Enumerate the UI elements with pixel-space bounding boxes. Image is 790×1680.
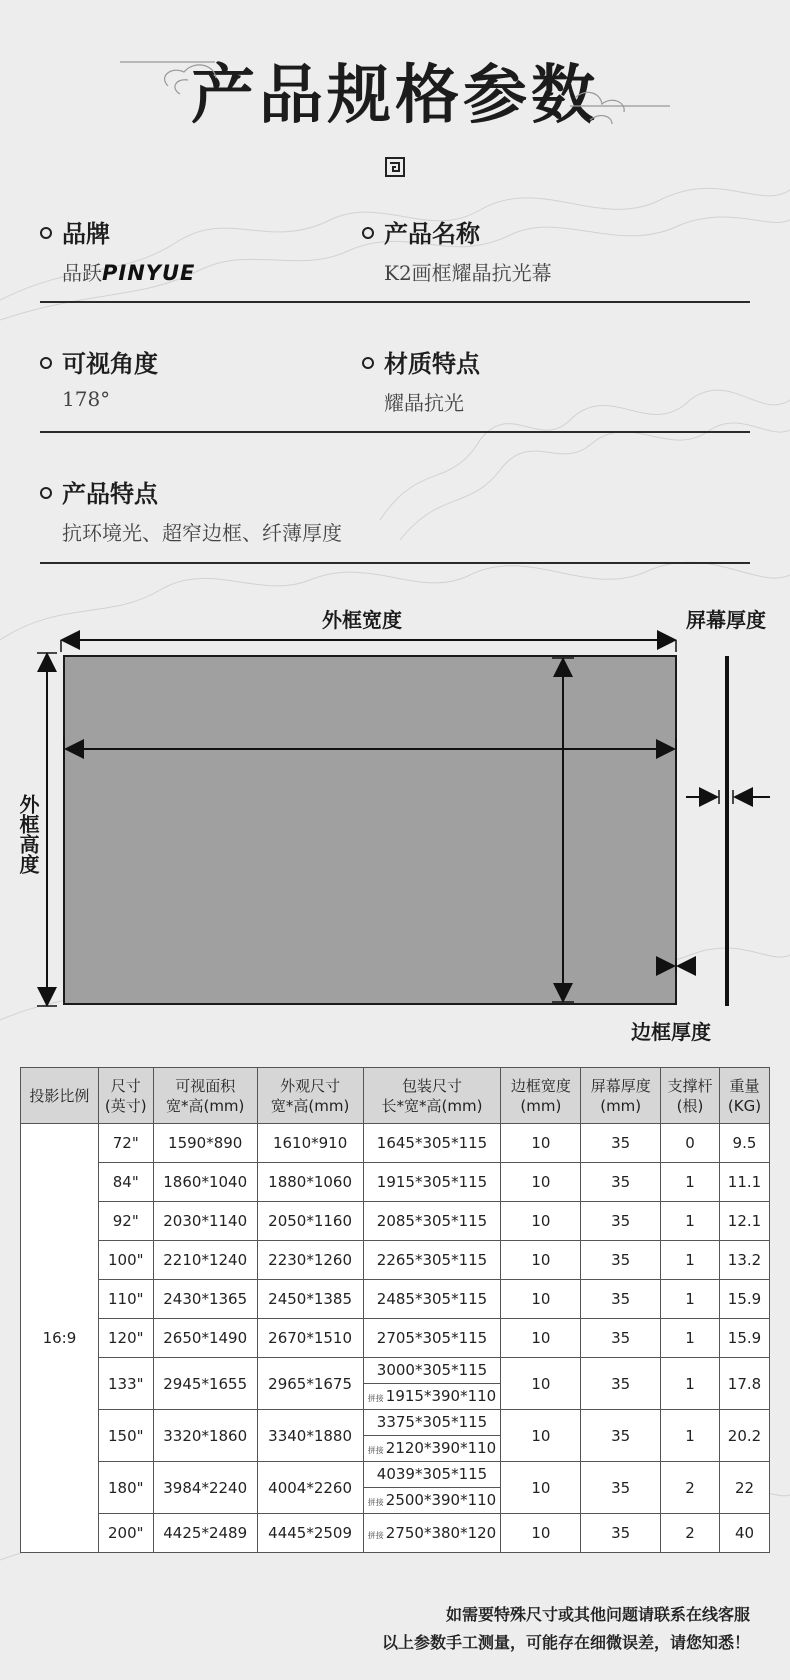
pack-value: 2485*305*115: [376, 1290, 488, 1308]
table-row: [21, 1202, 770, 1241]
table-row: [21, 1514, 770, 1553]
cell-screen-thickness: 35: [581, 1410, 661, 1462]
cell-pack-size: [363, 1358, 501, 1410]
pack-value: 2120*390*110: [385, 1439, 497, 1457]
cell-outer-size: 4004*2260: [257, 1462, 363, 1514]
cell-screen-thickness: 35: [581, 1319, 661, 1358]
table-row: [21, 1462, 770, 1514]
cell-outer-size: 2670*1510: [257, 1319, 363, 1358]
cell-pack-size: [363, 1462, 501, 1514]
cell-weight: 40: [719, 1514, 769, 1553]
cell-ratio: 16:9: [21, 1124, 99, 1553]
cell-pack-size: [363, 1163, 501, 1202]
cell-view-area: 1860*1040: [153, 1163, 257, 1202]
cell-outer-size: 1610*910: [257, 1124, 363, 1163]
cell-weight: 22: [719, 1462, 769, 1514]
footnote-disclaimer: 以上参数手工测量，可能存在细微误差，请您知悉！: [381, 1633, 750, 1652]
col-header-outer-size: 外观尺寸 宽*高(mm): [257, 1068, 363, 1124]
col-header-pack-size: 包装尺寸 长*宽*高(mm): [363, 1068, 501, 1124]
cell-rods: 1: [661, 1280, 720, 1319]
cell-screen-thickness: 35: [581, 1358, 661, 1410]
divider: [40, 562, 750, 564]
spec-value-brand: 品跃PINYUE: [62, 261, 196, 285]
cell-view-area: 2650*1490: [153, 1319, 257, 1358]
cell-size: 100": [98, 1241, 153, 1280]
cell-outer-size: 1880*1060: [257, 1163, 363, 1202]
cell-size: 150": [98, 1410, 153, 1462]
cell-rods: 2: [661, 1462, 720, 1514]
cell-pack-size: [363, 1319, 501, 1358]
cell-outer-size: 2230*1260: [257, 1241, 363, 1280]
col-header-weight: 重量 (KG): [719, 1068, 769, 1124]
cell-weight: 11.1: [719, 1163, 769, 1202]
cell-size: 92": [98, 1202, 153, 1241]
cell-outer-size: 2965*1675: [257, 1358, 363, 1410]
spec-value-features: 抗环境光、超窄边框、纤薄厚度: [62, 521, 342, 545]
cell-size: 84": [98, 1163, 153, 1202]
cell-outer-size: 2450*1385: [257, 1280, 363, 1319]
cell-frame-width: 10: [501, 1514, 581, 1553]
cell-view-area: 2430*1365: [153, 1280, 257, 1319]
table-row: [21, 1280, 770, 1319]
col-header-rods: 支撑杆 (根): [661, 1068, 720, 1124]
title-cloud-decoration: [0, 0, 790, 150]
pack-value: 4039*305*115: [376, 1465, 488, 1483]
label-outer-height: 外框高度: [16, 794, 40, 874]
screen-side-profile: [725, 656, 729, 1006]
cell-screen-thickness: 35: [581, 1514, 661, 1553]
bullet-icon: [362, 357, 374, 369]
cell-view-area: 2945*1655: [153, 1358, 257, 1410]
spec-label-features: 产品特点: [40, 474, 158, 509]
label-outer-width: 外框宽度: [322, 608, 402, 632]
pack-line: [364, 1436, 501, 1461]
cell-weight: 15.9: [719, 1319, 769, 1358]
cell-screen-thickness: 35: [581, 1280, 661, 1319]
cell-view-area: 2030*1140: [153, 1202, 257, 1241]
cell-rods: 1: [661, 1163, 720, 1202]
cell-outer-size: 2050*1160: [257, 1202, 363, 1241]
pack-line: [364, 1384, 501, 1409]
cell-frame-width: 10: [501, 1163, 581, 1202]
seal-icon: [385, 157, 405, 177]
cell-size: 120": [98, 1319, 153, 1358]
cell-frame-width: 10: [501, 1124, 581, 1163]
label-frame-thickness: 边框厚度: [631, 1020, 711, 1044]
pack-value: 3375*305*115: [376, 1413, 488, 1431]
pack-value: 1645*305*115: [376, 1134, 488, 1152]
cell-view-area: 2210*1240: [153, 1241, 257, 1280]
pack-value: 3000*305*115: [376, 1361, 488, 1379]
label-screen-thickness: 屏幕厚度: [686, 608, 766, 632]
cell-pack-size: [363, 1280, 501, 1319]
spec-label-viewing-angle: 可视角度: [40, 344, 158, 379]
col-header-screen-thickness: 屏幕厚度 (mm): [581, 1068, 661, 1124]
cell-frame-width: 10: [501, 1280, 581, 1319]
splice-tag: 拼接: [367, 1446, 384, 1455]
pack-line: [364, 1462, 501, 1488]
cell-pack-size: [363, 1241, 501, 1280]
cell-weight: 13.2: [719, 1241, 769, 1280]
table-row: [21, 1319, 770, 1358]
cell-pack-size: [363, 1410, 501, 1462]
divider: [40, 301, 750, 303]
table-row: [21, 1163, 770, 1202]
bullet-icon: [40, 227, 52, 239]
cell-pack-size: [363, 1124, 501, 1163]
footnote-contact: 如需要特殊尺寸或其他问题请联系在线客服: [445, 1605, 750, 1624]
cell-weight: 15.9: [719, 1280, 769, 1319]
cell-size: 200": [98, 1514, 153, 1553]
cell-outer-size: 3340*1880: [257, 1410, 363, 1462]
cell-outer-size: 4445*2509: [257, 1514, 363, 1553]
table-row: [21, 1124, 770, 1163]
pack-value: 1915*305*115: [376, 1173, 488, 1191]
dimension-diagram: [0, 620, 790, 1040]
cell-view-area: 3984*2240: [153, 1462, 257, 1514]
cell-view-area: 4425*2489: [153, 1514, 257, 1553]
cell-frame-width: 10: [501, 1241, 581, 1280]
cell-frame-width: 10: [501, 1319, 581, 1358]
cell-view-area: 1590*890: [153, 1124, 257, 1163]
cell-rods: 1: [661, 1319, 720, 1358]
brand-logo: PINYUE: [102, 261, 196, 285]
splice-tag: 拼接: [367, 1531, 384, 1540]
cell-weight: 20.2: [719, 1410, 769, 1462]
cell-size: 72": [98, 1124, 153, 1163]
pack-value: 2265*305*115: [376, 1251, 488, 1269]
cell-size: 180": [98, 1462, 153, 1514]
cell-pack-size: [363, 1514, 501, 1553]
screen-panel: [64, 656, 676, 1004]
cell-rods: 1: [661, 1410, 720, 1462]
cell-screen-thickness: 35: [581, 1241, 661, 1280]
col-header-ratio: 投影比例: [21, 1068, 99, 1124]
pack-line: [364, 1358, 501, 1384]
cell-frame-width: 10: [501, 1358, 581, 1410]
cell-view-area: 3320*1860: [153, 1410, 257, 1462]
cell-rods: 1: [661, 1358, 720, 1410]
pack-value: 2085*305*115: [376, 1212, 488, 1230]
cell-weight: 17.8: [719, 1358, 769, 1410]
cell-rods: 2: [661, 1514, 720, 1553]
table-row: [21, 1241, 770, 1280]
spec-table: [20, 1067, 770, 1553]
col-header-frame-width: 边框宽度 (mm): [501, 1068, 581, 1124]
col-header-view-area: 可视面积 宽*高(mm): [153, 1068, 257, 1124]
pack-value: 2705*305*115: [376, 1329, 488, 1347]
splice-tag: 拼接: [367, 1498, 384, 1507]
col-header-size: 尺寸 (英寸): [98, 1068, 153, 1124]
pack-value: 1915*390*110: [385, 1387, 497, 1405]
pack-line: [364, 1488, 501, 1513]
cell-screen-thickness: 35: [581, 1163, 661, 1202]
cell-rods: 1: [661, 1202, 720, 1241]
page-title: 产品规格参数: [191, 58, 599, 133]
cell-size: 110": [98, 1280, 153, 1319]
spec-value-material: 耀晶抗光: [384, 391, 464, 415]
cell-screen-thickness: 35: [581, 1462, 661, 1514]
cell-screen-thickness: 35: [581, 1124, 661, 1163]
divider: [40, 431, 750, 433]
table-row: [21, 1358, 770, 1410]
cell-pack-size: [363, 1202, 501, 1241]
cell-weight: 12.1: [719, 1202, 769, 1241]
table-row: [21, 1410, 770, 1462]
cell-weight: 9.5: [719, 1124, 769, 1163]
pack-line: [364, 1410, 501, 1436]
cell-frame-width: 10: [501, 1462, 581, 1514]
cell-screen-thickness: 35: [581, 1202, 661, 1241]
pack-value: 2750*380*120: [385, 1524, 497, 1542]
cell-size: 133": [98, 1358, 153, 1410]
spec-label-brand: 品牌: [40, 214, 110, 249]
bullet-icon: [362, 227, 374, 239]
spec-label-product-name: 产品名称: [362, 214, 480, 249]
cell-rods: 1: [661, 1241, 720, 1280]
splice-tag: 拼接: [367, 1394, 384, 1403]
bullet-icon: [40, 357, 52, 369]
cell-frame-width: 10: [501, 1202, 581, 1241]
spec-label-material: 材质特点: [362, 344, 480, 379]
cell-frame-width: 10: [501, 1410, 581, 1462]
pack-value: 2500*390*110: [385, 1491, 497, 1509]
cell-rods: 0: [661, 1124, 720, 1163]
bullet-icon: [40, 487, 52, 499]
spec-value-product-name: K2画框耀晶抗光幕: [384, 261, 552, 285]
table-body: [21, 1124, 770, 1553]
table-header-row: [21, 1068, 770, 1124]
spec-value-viewing-angle: 178°: [62, 387, 111, 411]
